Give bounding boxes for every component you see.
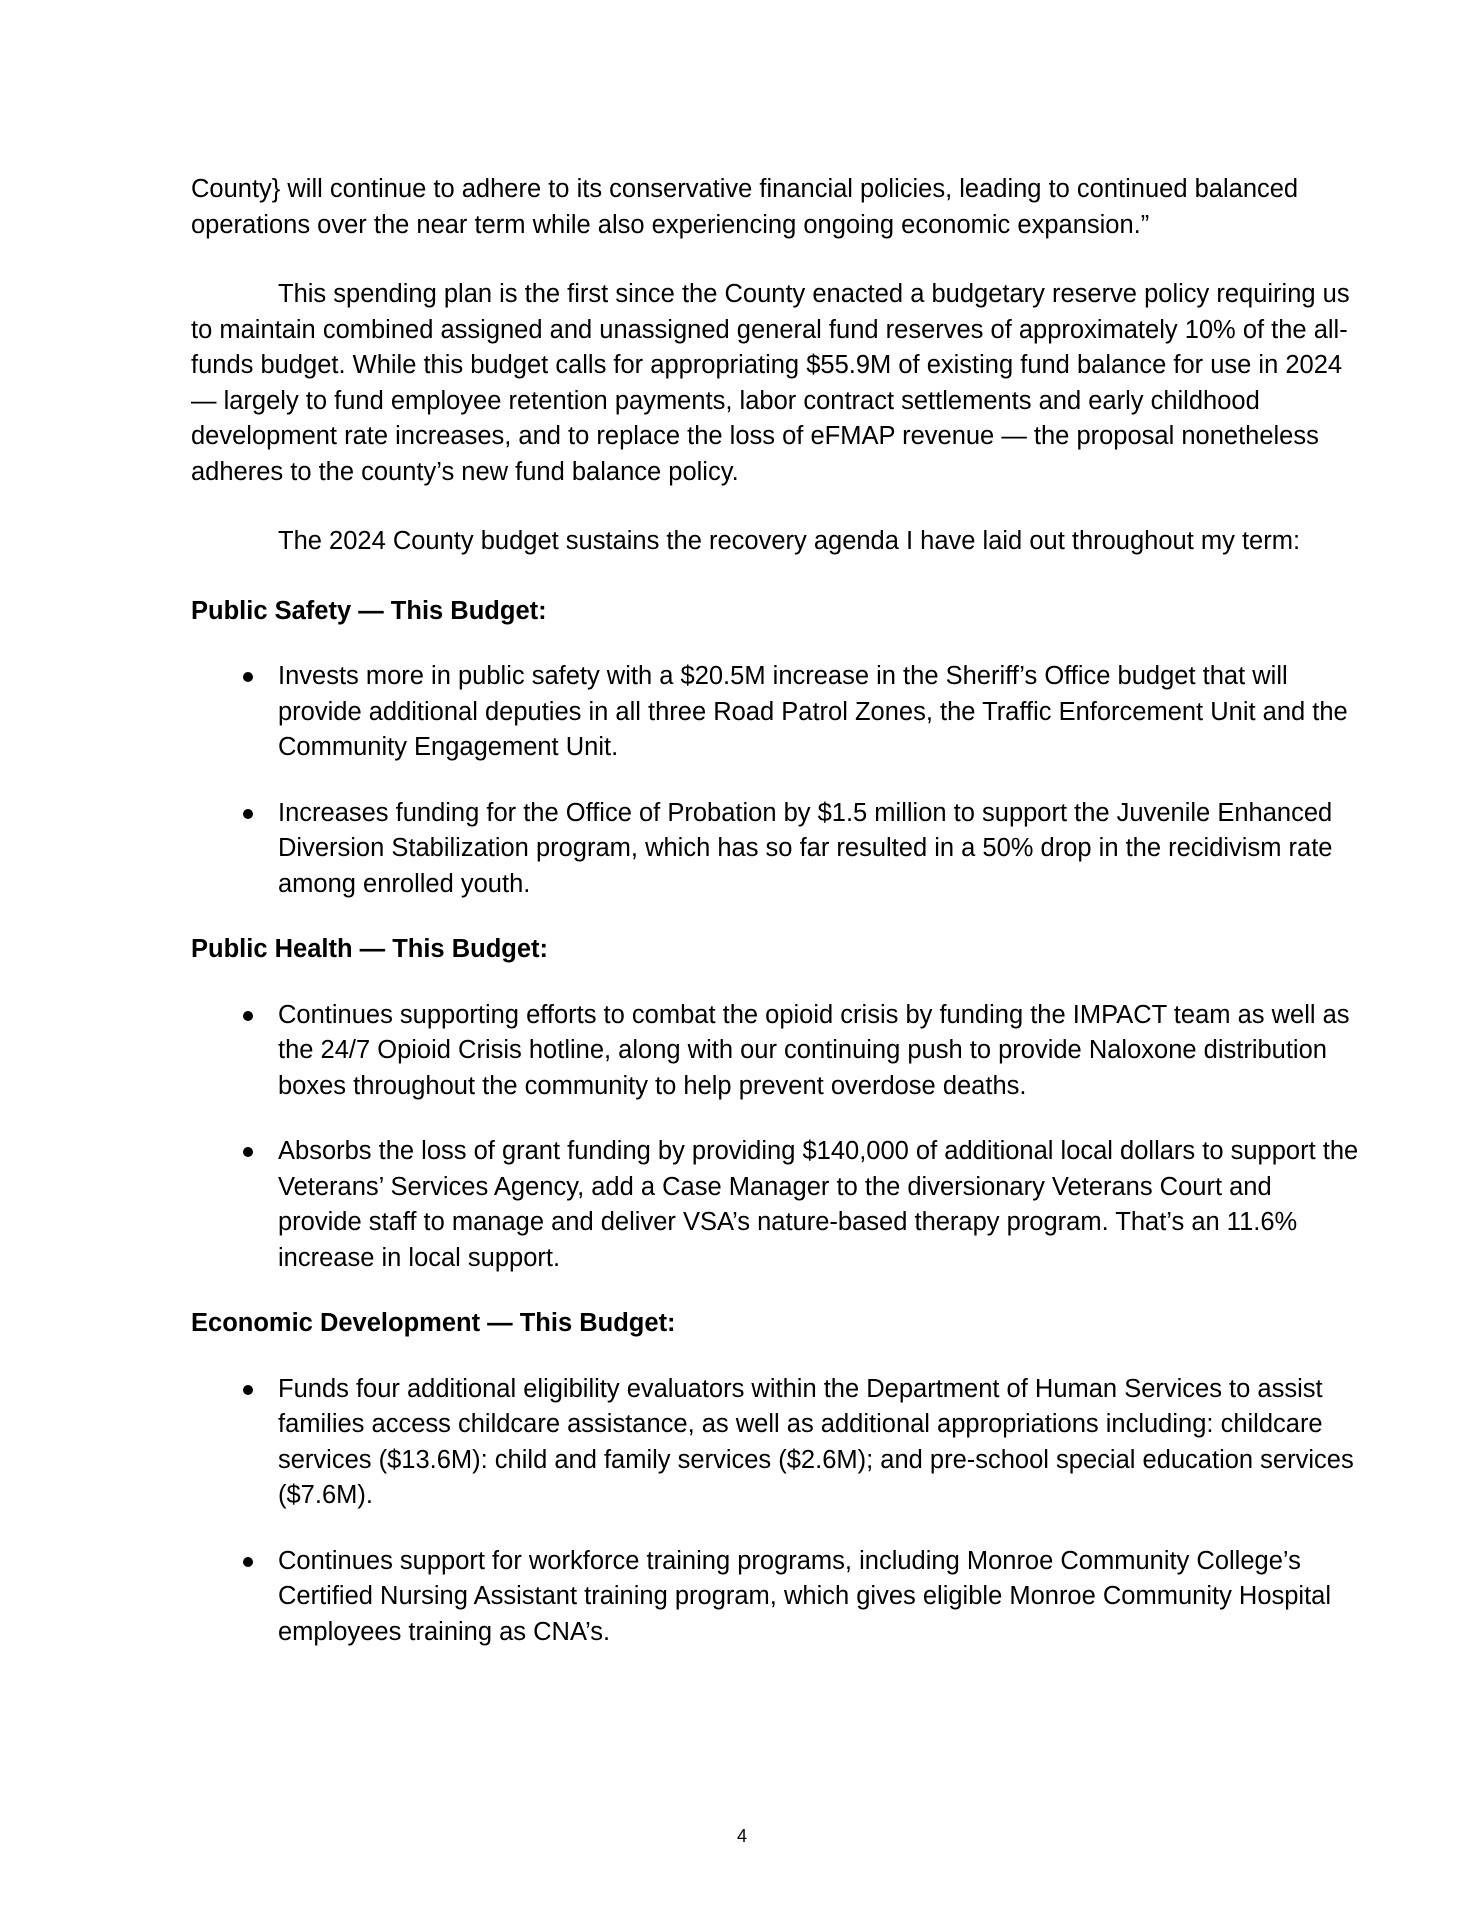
reserve-policy-paragraph: This spending plan is the first since the County enacted a budgetary reserve policy requiring us to maintain combined assigned and unassigned general fund reserves of approximately 10% of the all-funds budget. While this budget calls for appropriating $55.9M of existing fund balance for use in 2024 — largely to fund employee retention payments, labor contract settlements and early childhood development rate increases, and to replace the loss of eFMAP revenue — the proposal nonetheless adheres to the county’s new fund balance policy. (191, 280, 1350, 486)
list-item-text: Absorbs the loss of grant funding by providing $140,000 of additional local dollars to support the Veterans’ Services Agency, add a Case Manager to the diversionary Veterans Court and provide staff to manage and deliver VSA’s nature-based therapy program. That’s an 11.6% increase in local support. (278, 1137, 1359, 1272)
bullet-list-public-safety (191, 659, 1361, 902)
section-heading-economic-development: Economic Development — This Budget: (191, 1309, 676, 1337)
bullet-list-economic-development (191, 1372, 1361, 1651)
list-item (191, 659, 1361, 766)
agenda-paragraph: The 2024 County budget sustains the recovery agenda I have laid out throughout my term: (278, 527, 1301, 555)
list-item (191, 1134, 1361, 1276)
bullet-list-public-health (191, 998, 1361, 1277)
bullet-icon (243, 1557, 253, 1567)
bullet-icon (243, 809, 253, 819)
list-item-text: Funds four additional eligibility evaluators within the Department of Human Services to assist families access childcare assistance, as well as additional appropriations including: childcare services ($13.6M): child and family services ($2.6M); and pre-school special education services ($7.6M). (278, 1374, 1354, 1509)
bullet-icon (243, 672, 253, 682)
section-heading-public-safety: Public Safety — This Budget: (191, 596, 547, 625)
list-item-text: Increases funding for the Office of Probation by $1.5 million to support the Juvenile Enhanced Diversion Stabilization program, which has so far resulted in a 50% drop in the recidivism rate among enrolled youth. (278, 798, 1333, 898)
list-item-text: Invests more in public safety with a $20.5M increase in the Sheriff’s Office budget that will provide additional deputies in all three Road Patrol Zones, the Traffic Enforcement Unit and the Community Engagement Unit. (278, 662, 1348, 761)
bullet-icon (243, 1147, 253, 1157)
bullet-icon (243, 1011, 253, 1021)
list-item (191, 1544, 1361, 1651)
page-number: 4 (736, 1826, 747, 1846)
list-item (191, 796, 1361, 903)
bullet-icon (243, 1385, 253, 1395)
intro-paragraph: County} will continue to adhere to its conservative financial policies, leading to continued balanced operations over the near term while also experiencing ongoing economic expansion.” (191, 175, 1299, 239)
section-heading-public-health: Public Health — This Budget: (191, 935, 549, 963)
list-item (191, 998, 1361, 1105)
list-item-text: Continues support for workforce training programs, including Monroe Community College’s Certified Nursing Assistant training program, which gives eligible Monroe Community Hospital employees training as CNA’s. (278, 1546, 1332, 1646)
list-item-text: Continues supporting efforts to combat the opioid crisis by funding the IMPACT team as well as the 24/7 Opioid Crisis hotline, along with our continuing push to provide Naloxone distribution boxes throughout the community to help prevent overdose deaths. (278, 1000, 1350, 1100)
list-item (191, 1372, 1361, 1514)
page-content (191, 172, 1361, 1680)
